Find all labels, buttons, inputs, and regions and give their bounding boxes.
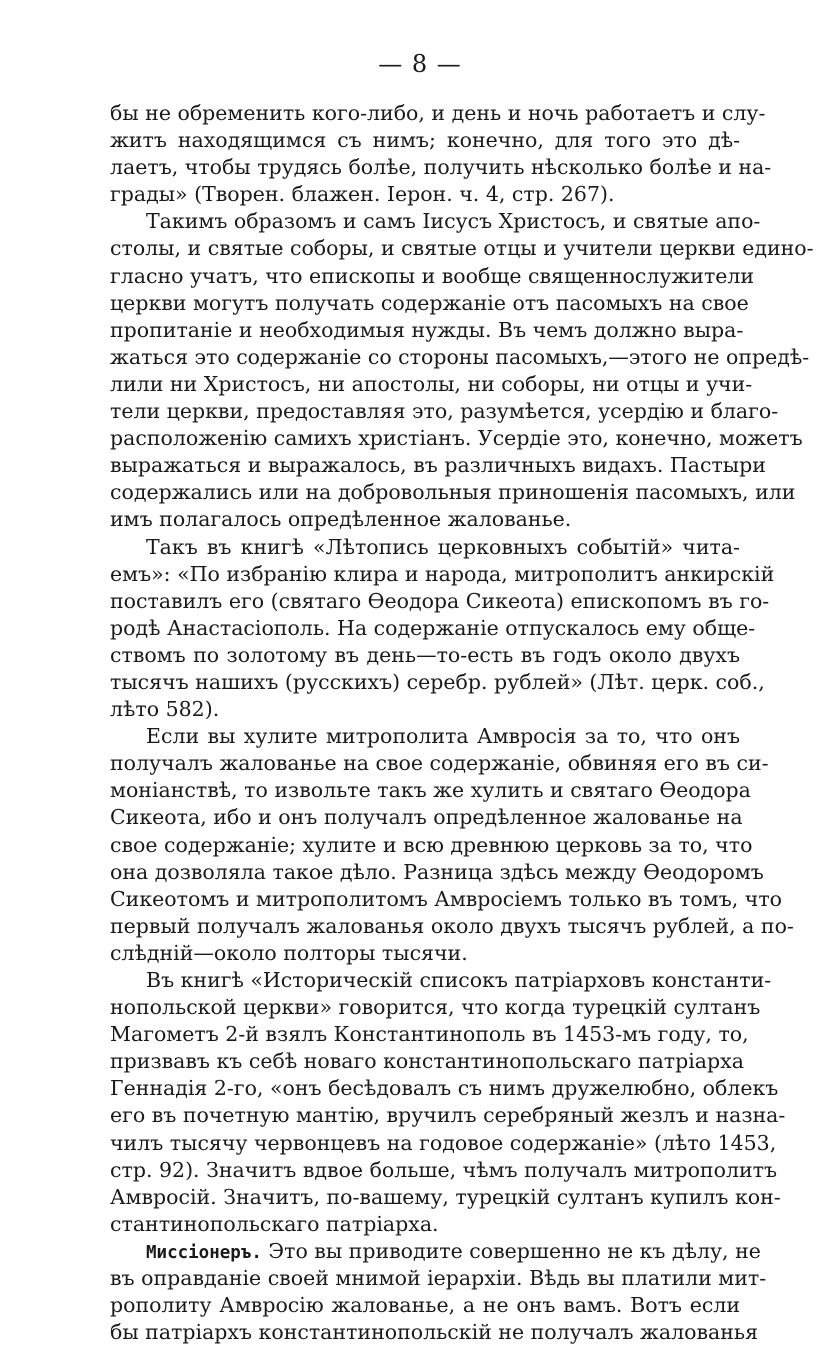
speaker-label: Миссіонеръ. [146,1242,262,1263]
text-line: первый получалъ жалованья около двухъ тысячъ рублей, а по- [110,913,794,938]
text-line: поставилъ его (святаго Ѳеодора Сикеота) епископомъ въ го- [110,588,770,613]
text-line: бы не обременить кого-либо, и день и ночь работаетъ и слу- [110,101,766,125]
paragraph [110,534,775,724]
paragraph [110,100,772,208]
text-line: Магометъ 2-й взялъ Константинополь въ 1453-мъ году, то, [110,1022,749,1047]
text-line: содержались или на добровольныя приношенія пасомыхъ, или [110,480,796,505]
text-line: слѣдній—около полторы тысячи. [110,940,468,965]
paragraph [110,723,794,967]
text-line: выражаться и выражалось, въ различныхъ видахъ. Пастыри [110,453,766,478]
text-line: емъ»: «По избранію клира и народа, митрополитъ анкирскій [110,561,775,586]
text-line: Амвросій. Значитъ, по-вашему, турецкій султанъ купилъ кон- [110,1184,781,1209]
text-line: въ оправданіе своей мнимой іерархіи. Вѣдь вы платили мит- [110,1266,767,1291]
text-line: гласно учатъ, что епископы и вообще священнослужители [110,263,755,288]
text-line: нопольской церкви» говорится, что когда турецкій султанъ [110,995,761,1020]
text-line: Если вы хулите митрополита Амвросія за то, что онъ [146,724,740,749]
text-line: грады» (Творен. блажен. Іерон. ч. 4, стр. 267). [110,182,615,207]
text-line: бы патріархъ константинопольскій не получалъ жалованья [110,1320,759,1345]
text-line: тысячъ нашихъ (русскихъ) серебр. рублей» (Лѣт. церк. соб., [110,669,765,694]
paragraph [110,208,814,533]
dialogue-text: Это вы приводите совершенно не къ дѣлу, не [261,1238,761,1263]
text-line: Въ книгѣ «Историческій списокъ патріарховъ константи- [146,968,772,992]
dialogue-paragraph [110,1238,767,1346]
text-line [110,1238,761,1265]
text-line: расположенію самихъ христіанъ. Усердіе это, конечно, можетъ [110,426,803,451]
text-line: свое содержаніе; хулите и всю древнюю церковь за то, что [110,832,753,857]
page-body [110,100,814,1346]
paragraph [110,967,786,1238]
text-line: пропитаніе и необходимыя нужды. Въ чемъ должно выра- [110,317,744,342]
text-line: Такимъ образомъ и самъ Іисусъ Христосъ, и святые апо- [146,209,761,234]
text-line: родѣ Анастасіополь. На содержаніе отпускалось ему обще- [110,615,756,640]
text-line: Геннадія 2-го, «онъ бесѣдовалъ съ нимъ дружелюбно, облекъ [110,1076,779,1101]
text-line: лаетъ, чтобы трудясь болѣе, получить нѣсколько болѣе и на- [110,155,772,180]
text-line: призвавъ къ себѣ новаго константинопольскаго патріарха [110,1049,744,1074]
text-line: тели церкви, предоставляя это, разумѣется, усердію и благо- [110,399,779,424]
text-line: Такъ въ книгѣ «Лѣтопись церковныхъ событій» чита- [146,534,740,559]
text-line: имъ полагалось опредѣленное жалованье. [110,507,572,532]
text-line: стантинопольскаго патріарха. [110,1211,439,1236]
text-line: лили ни Христосъ, ни апостолы, ни соборы, ни отцы и учи- [110,371,753,396]
text-line: она дозволяла такое дѣло. Разница здѣсь между Ѳеодоромъ [110,859,764,884]
text-line: ствомъ по золотому въ день—то-есть въ годъ около двухъ [110,642,740,667]
text-line: его въ почетную мантію, вручилъ серебряный жезлъ и назна- [110,1103,786,1128]
page-number: — 8 — [378,50,462,78]
text-line: житъ находящимся съ нимъ; конечно, для того это дѣ- [110,128,740,153]
text-line: получалъ жалованье на свое содержаніе, обвиняя его въ си- [110,751,769,776]
text-line: стр. 92). Значитъ вдвое больше, чѣмъ получалъ митрополитъ [110,1157,778,1182]
text-line: Сикеотомъ и митрополитомъ Амвросіемъ только въ томъ, что [110,886,783,911]
text-line: Сикеота, ибо и онъ получалъ опредѣленное жалованье на [110,805,743,830]
text-line: рополиту Амвросію жалованье, а не онъ вамъ. Вотъ если [110,1293,740,1318]
text-line: чилъ тысячу червонцевъ на годовое содержаніе» (лѣто 1453, [110,1130,777,1155]
text-line: моніанствѣ, то извольте такъ же хулить и святаго Ѳеодора [110,778,751,803]
text-line: жаться это содержаніе со стороны пасомыхъ,—этого не опредѣ- [110,344,810,369]
text-line: лѣто 582). [110,697,220,722]
text-line: церкви могутъ получать содержаніе отъ пасомыхъ на свое [110,290,749,315]
text-line: столы, и святые соборы, и святые отцы и учители церкви едино- [110,236,814,261]
